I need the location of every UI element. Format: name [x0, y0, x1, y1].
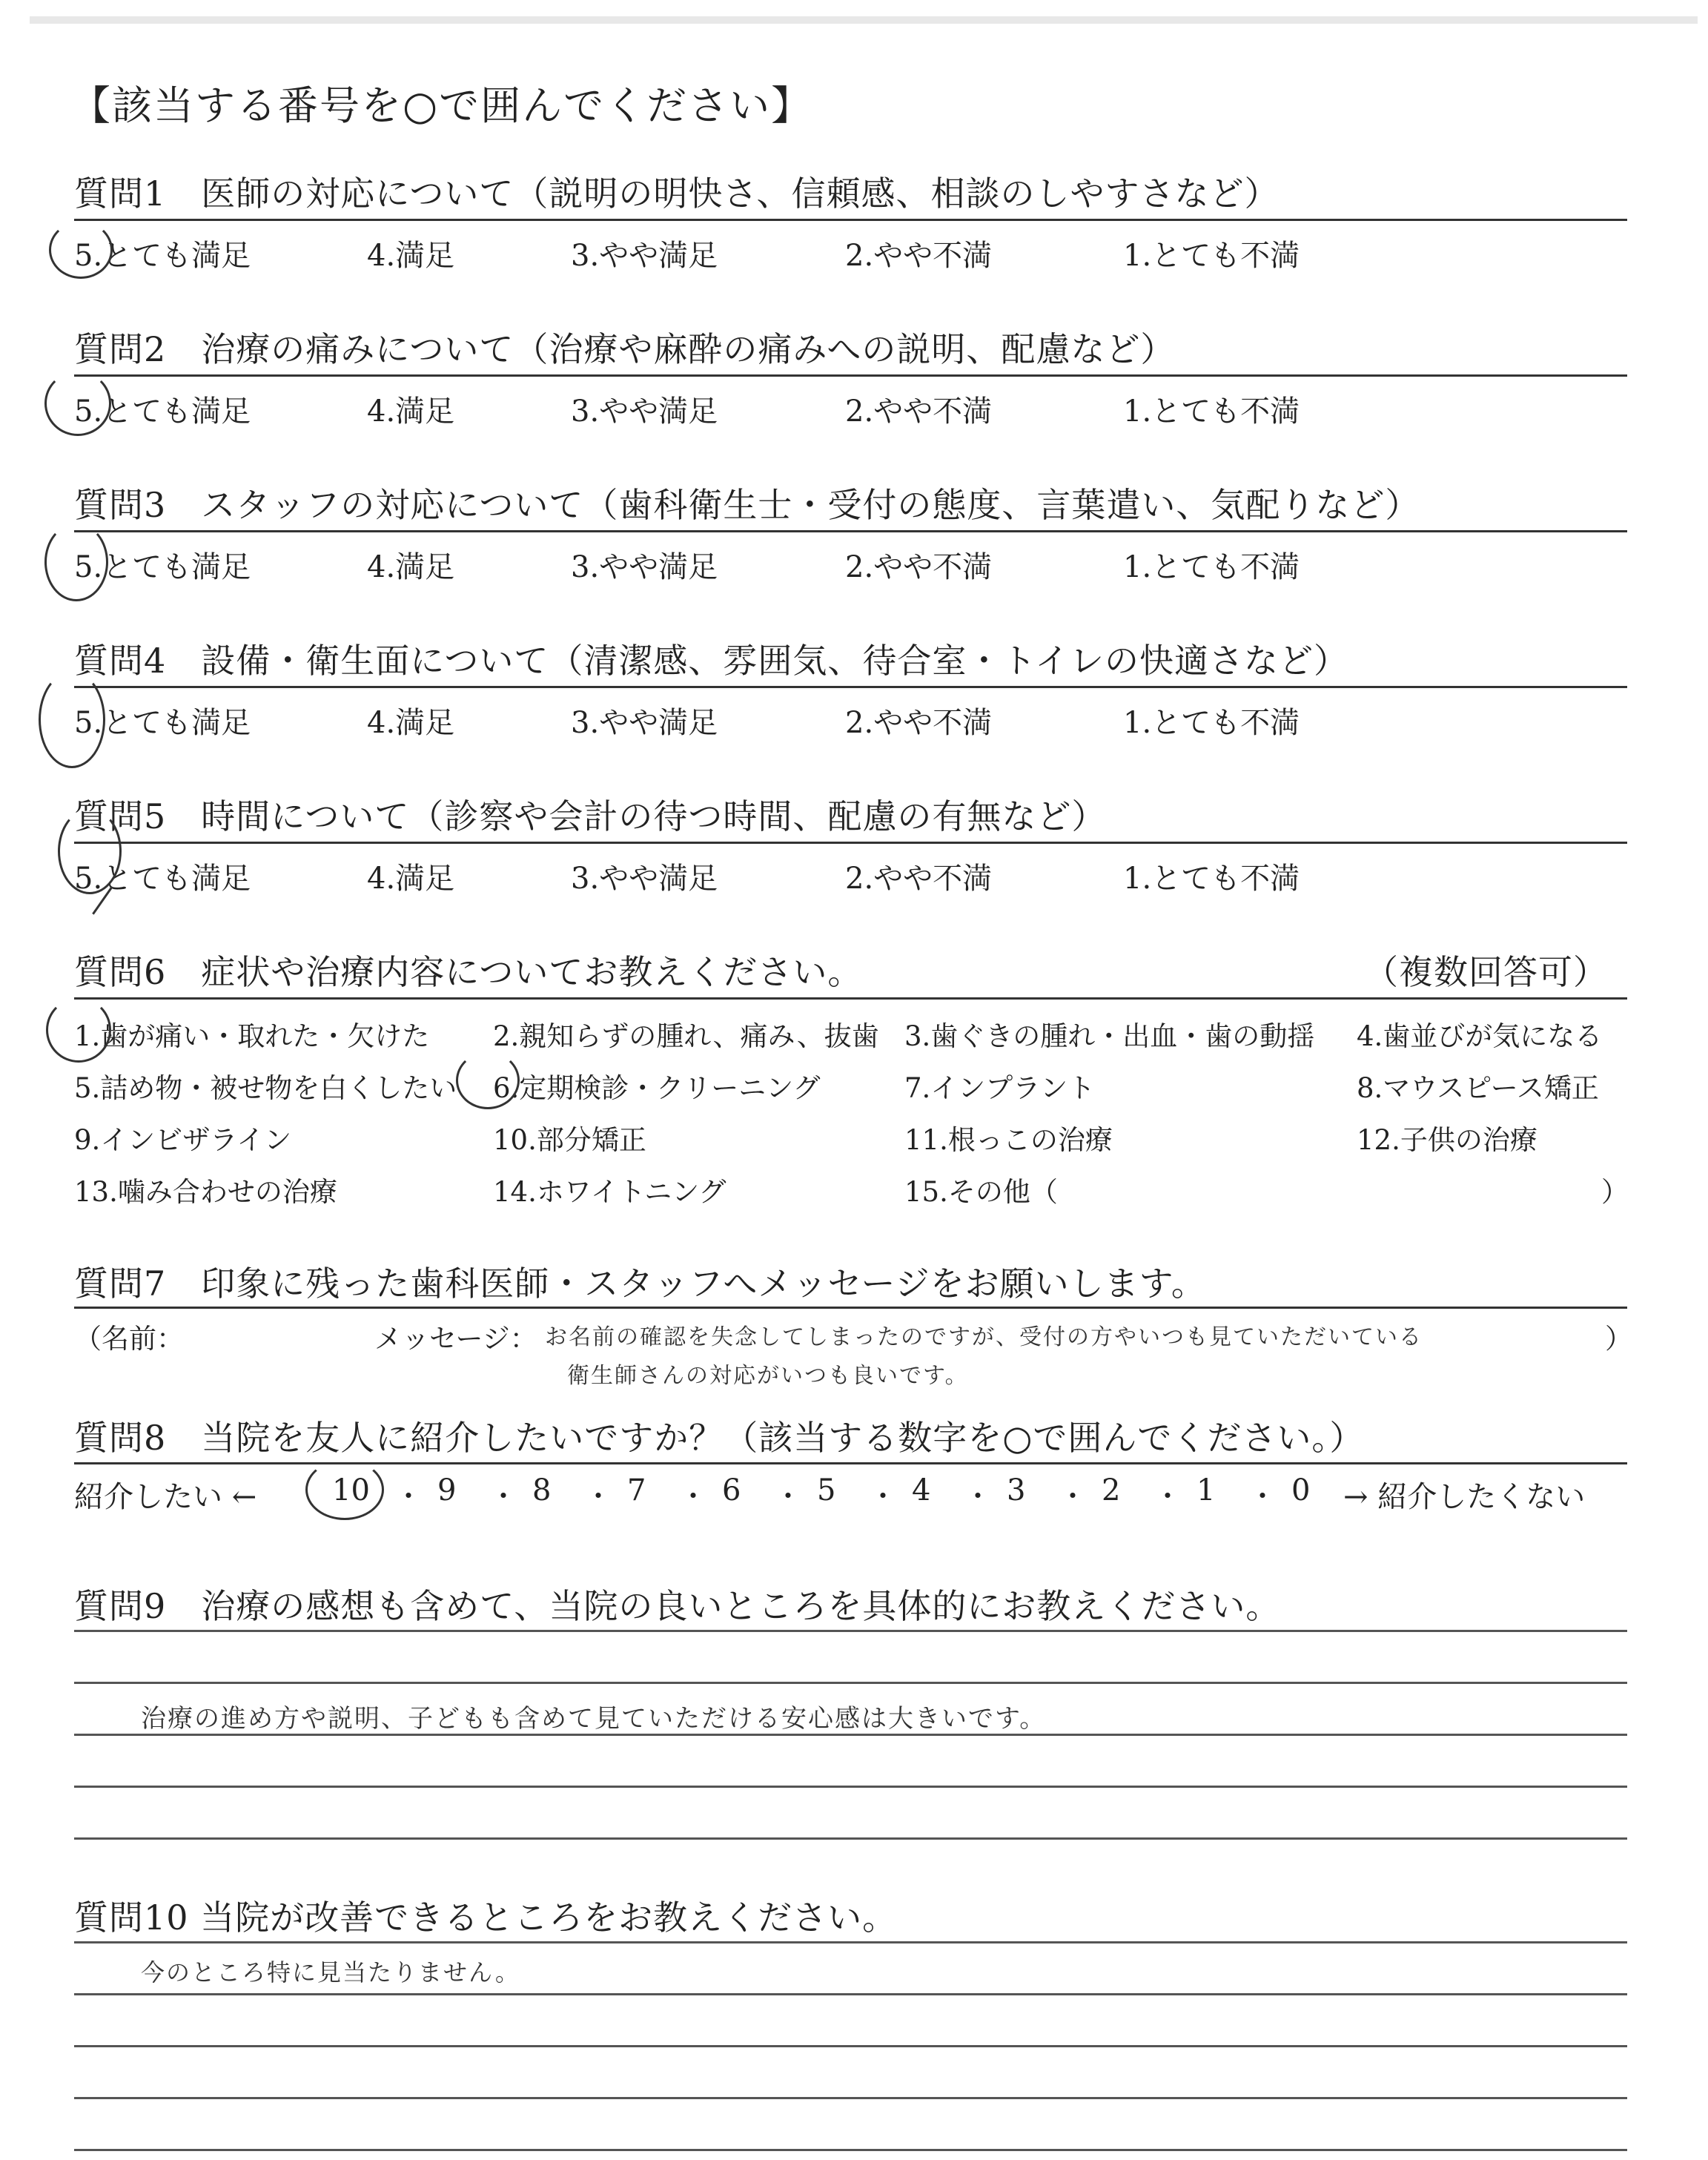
q6-option-14[interactable]: 14.ホワイトニング [493, 1176, 726, 1208]
q6-option-6[interactable]: 6.定期検診・クリーニング [493, 1072, 821, 1104]
question-10-title: 質問10 当院が改善できるところをお教えください。 [74, 1898, 898, 1938]
q6-option-8[interactable]: 8.マウスピース矯正 [1357, 1072, 1599, 1104]
q3-option-1[interactable]: 1.とても不満 [1123, 550, 1300, 584]
question-1-rule [74, 219, 1627, 221]
q9-write-line-3 [74, 1734, 1627, 1736]
question-5-rule [74, 842, 1627, 844]
q6-option-7[interactable]: 7.インプラント [904, 1072, 1096, 1104]
question-8-title: 質問8 当院を友人に紹介したいですか？（該当する数字を○で囲んでください。） [74, 1418, 1365, 1458]
q3-answer-circle [44, 523, 108, 601]
q10-answer-text[interactable]: 今のところ特に見当たりません。 [141, 1958, 520, 1986]
q10-write-line-1 [74, 1941, 1627, 1943]
q4-option-1[interactable]: 1.とても不満 [1123, 706, 1300, 740]
q2-option-1[interactable]: 1.とても不満 [1123, 394, 1300, 429]
q4-option-4[interactable]: 4.満足 [367, 706, 455, 740]
question-9-title: 質問9 治療の感想も含めて、当院の良いところを具体的にお教えください。 [74, 1586, 1281, 1626]
q3-option-4[interactable]: 4.満足 [367, 550, 455, 584]
q2-answer-circle [44, 371, 111, 436]
q8-right-label: → 紹介したくない [1343, 1480, 1586, 1514]
question-4-title: 質問4 設備・衛生面について（清潔感、雰囲気、待合室・トイレの快適さなど） [74, 641, 1349, 681]
q2-option-4[interactable]: 4.満足 [367, 394, 455, 429]
q8-scale-4[interactable]: 4 [912, 1473, 931, 1507]
question-8-rule [74, 1462, 1627, 1464]
q10-write-line-4 [74, 2097, 1627, 2099]
q8-scale-3[interactable]: 3 [1007, 1473, 1026, 1507]
q1-option-1[interactable]: 1.とても不満 [1123, 239, 1300, 273]
q6-option-1[interactable]: 1.歯が痛い・取れた・欠けた [74, 1020, 430, 1052]
q1-option-4[interactable]: 4.満足 [367, 239, 455, 273]
q5-answer-circle [58, 808, 122, 894]
q6-option-4[interactable]: 4.歯並びが気になる [1357, 1020, 1603, 1052]
q8-scale-1[interactable]: 1 [1196, 1473, 1216, 1507]
question-7-title: 質問7 印象に残った歯科医師・スタッフへメッセージをお願いします。 [74, 1264, 1206, 1304]
q6-answer-circle-6 [456, 1051, 520, 1109]
q8-scale-8[interactable]: 8 [532, 1473, 552, 1507]
question-6-note: （複数回答可） [1364, 952, 1608, 992]
q6-option-15[interactable]: 15.その他（ [904, 1176, 1058, 1208]
q8-scale-9[interactable]: 9 [437, 1473, 457, 1507]
question-3-rule [74, 530, 1627, 532]
q8-scale-6[interactable]: 6 [722, 1473, 741, 1507]
q3-option-5[interactable]: 5.とても満足 [74, 550, 251, 584]
q2-option-5[interactable]: 5.とても満足 [74, 394, 251, 429]
q6-option-13[interactable]: 13.噛み合わせの治療 [74, 1176, 337, 1208]
q9-write-line-5 [74, 1837, 1627, 1840]
q7-message-label: メッセージ： [374, 1323, 537, 1355]
q7-message-line-2[interactable]: 衛生師さんの対応がいつも良いです。 [567, 1363, 969, 1389]
q10-write-line-3 [74, 2045, 1627, 2047]
q1-option-3[interactable]: 3.やや満足 [571, 239, 718, 273]
q9-write-line-2 [74, 1682, 1627, 1684]
question-2-title: 質問2 治療の痛みについて（治療や麻酔の痛みへの説明、配慮など） [74, 329, 1176, 369]
q5-option-5[interactable]: 5.とても満足 [74, 862, 251, 896]
scan-edge [30, 16, 1698, 24]
q10-write-line-5 [74, 2149, 1627, 2151]
question-7-rule [74, 1307, 1627, 1309]
q7-name-label: （名前： [74, 1323, 184, 1355]
question-1-title: 質問1 医師の対応について（説明の明快さ、信頼感、相談のしやすさなど） [74, 174, 1280, 214]
instruction-heading: 【該当する番号を○で囲んでください】 [70, 82, 813, 129]
q6-option-3[interactable]: 3.歯ぐきの腫れ・出血・歯の動揺 [904, 1020, 1315, 1052]
q4-answer-circle [39, 671, 105, 768]
q6-answer-circle-1 [46, 997, 111, 1063]
q6-option-5[interactable]: 5.詰め物・被せ物を白くしたい [74, 1072, 457, 1104]
q5-option-4[interactable]: 4.満足 [367, 862, 455, 896]
q1-option-5[interactable]: 5.とても満足 [74, 239, 251, 273]
q2-option-2[interactable]: 2.やや不満 [845, 394, 993, 429]
q8-scale-10[interactable]: 10 [332, 1473, 370, 1507]
q5-option-1[interactable]: 1.とても不満 [1123, 862, 1300, 896]
question-3-title: 質問3 スタッフの対応について（歯科衛生士・受付の態度、言葉遣い、気配りなど） [74, 485, 1420, 525]
q7-message-line-1[interactable]: お名前の確認を失念してしまったのですが、受付の方やいつも見ていただいている [545, 1324, 1423, 1350]
q8-left-label: 紹介したい ← [74, 1480, 257, 1514]
q6-option-10[interactable]: 10.部分矯正 [493, 1124, 646, 1156]
q6-option-2[interactable]: 2.親知らずの腫れ、痛み、抜歯 [493, 1020, 879, 1052]
q5-option-2[interactable]: 2.やや不満 [845, 862, 993, 896]
q8-scale-2[interactable]: 2 [1102, 1473, 1121, 1507]
q8-scale-7[interactable]: 7 [627, 1473, 646, 1507]
survey-sheet: 【該当する番号を○で囲んでください】 質問1 医師の対応について（説明の明快さ、信頼感、相談のしやすさなど） 5.とても満足 4.満足 3.やや満足 2.やや不満 1.とても不満 質問2 治療の痛みについて（治療や麻酔の痛みへの説明、配慮など） 5.とても満足 4.満足 3.やや満足 2.やや不満 1.とても不満 質問3 スタッフの対応について（歯科衛生士・受付の態度、言葉遣い、気配りなど） 5.とても満足 4.満足 3.やや満足 2.やや不満 1.とても不満 質問4 設備・衛生面について（清潔感、雰囲気、待合室・トイレの快適さなど） 5.とても満足 4.満足 3.やや満足 2.やや不満 1.とても不満 質問5 時間について（診察や会計の待つ時間、配慮の有無など） 5.とても満足 4.満足 3.やや満足 2.やや不満 1.とても不満 質問6 症状や治療内容についてお教えください。 （複数回答可） 1.歯が痛い・取れた・欠けた 2.親知らずの腫れ、痛み、抜歯 3.歯ぐきの腫れ・出血・歯の動揺 4.歯並びが気になる 5.詰め物・被せ物を白くしたい 6.定期検診・クリーニング 7.インプラント 8.マウスピース矯正 9.インビザライン 10.部分矯正 11.根っこの治療 12.子供の治療 13.噛み合わせの治療 14.ホワイトニング 15.その他（ ） 質問7 印象に残った歯科医師・スタッフへメッセージをお願いします。 （名前： メッセージ： お名前の確認を失念してしまったのですが、受付の方やいつも見ていただいている 衛生師さんの対応がいつも良いです。 ） 質問8 当院を友人に紹介したいですか？（該当する数字を○で囲んでください。） 紹介したい ← 10 9 8 7 6 5 4 3 2 1 0 ・ ・ ・ ・ ・ ・ ・ ・ ・ ・ → 紹介したくない 質問9 治療の感想も含めて、当院の良いところを具体的にお教えください。 治療の進め方や説明、子どもも含めて見ていただける安心感は大きいです。 質問10 当院が改善できるところをお教えください。 今のところ特に見当たりません。 [0, 0, 1708, 2160]
q3-option-2[interactable]: 2.やや不満 [845, 550, 993, 584]
question-2-rule [74, 374, 1627, 377]
q2-option-3[interactable]: 3.やや満足 [571, 394, 718, 429]
q10-write-line-2 [74, 1993, 1627, 1995]
q7-close-paren: ） [1605, 1323, 1632, 1355]
q6-option-12[interactable]: 12.子供の治療 [1357, 1124, 1537, 1156]
q6-option-11[interactable]: 11.根っこの治療 [904, 1124, 1113, 1156]
q6-other-close: ） [1601, 1176, 1629, 1208]
q8-answer-circle [305, 1459, 384, 1520]
q9-write-line-4 [74, 1786, 1627, 1788]
question-4-rule [74, 686, 1627, 688]
q8-scale-0[interactable]: 0 [1291, 1473, 1311, 1507]
q8-scale-5[interactable]: 5 [817, 1473, 836, 1507]
q6-option-9[interactable]: 9.インビザライン [74, 1124, 292, 1156]
question-6-rule [74, 997, 1627, 1000]
q4-option-2[interactable]: 2.やや不満 [845, 706, 993, 740]
q4-option-3[interactable]: 3.やや満足 [571, 706, 718, 740]
q1-answer-circle [49, 221, 113, 279]
q5-option-3[interactable]: 3.やや満足 [571, 862, 718, 896]
q3-option-3[interactable]: 3.やや満足 [571, 550, 718, 584]
question-6-title: 質問6 症状や治療内容についてお教えください。 [74, 952, 863, 992]
q4-option-5[interactable]: 5.とても満足 [74, 706, 251, 740]
q9-write-line-1 [74, 1630, 1627, 1632]
question-5-title: 質問5 時間について（診察や会計の待つ時間、配慮の有無など） [74, 796, 1107, 836]
q9-answer-text[interactable]: 治療の進め方や説明、子どもも含めて見ていただける安心感は大きいです。 [141, 1704, 1047, 1734]
q1-option-2[interactable]: 2.やや不満 [845, 239, 993, 273]
